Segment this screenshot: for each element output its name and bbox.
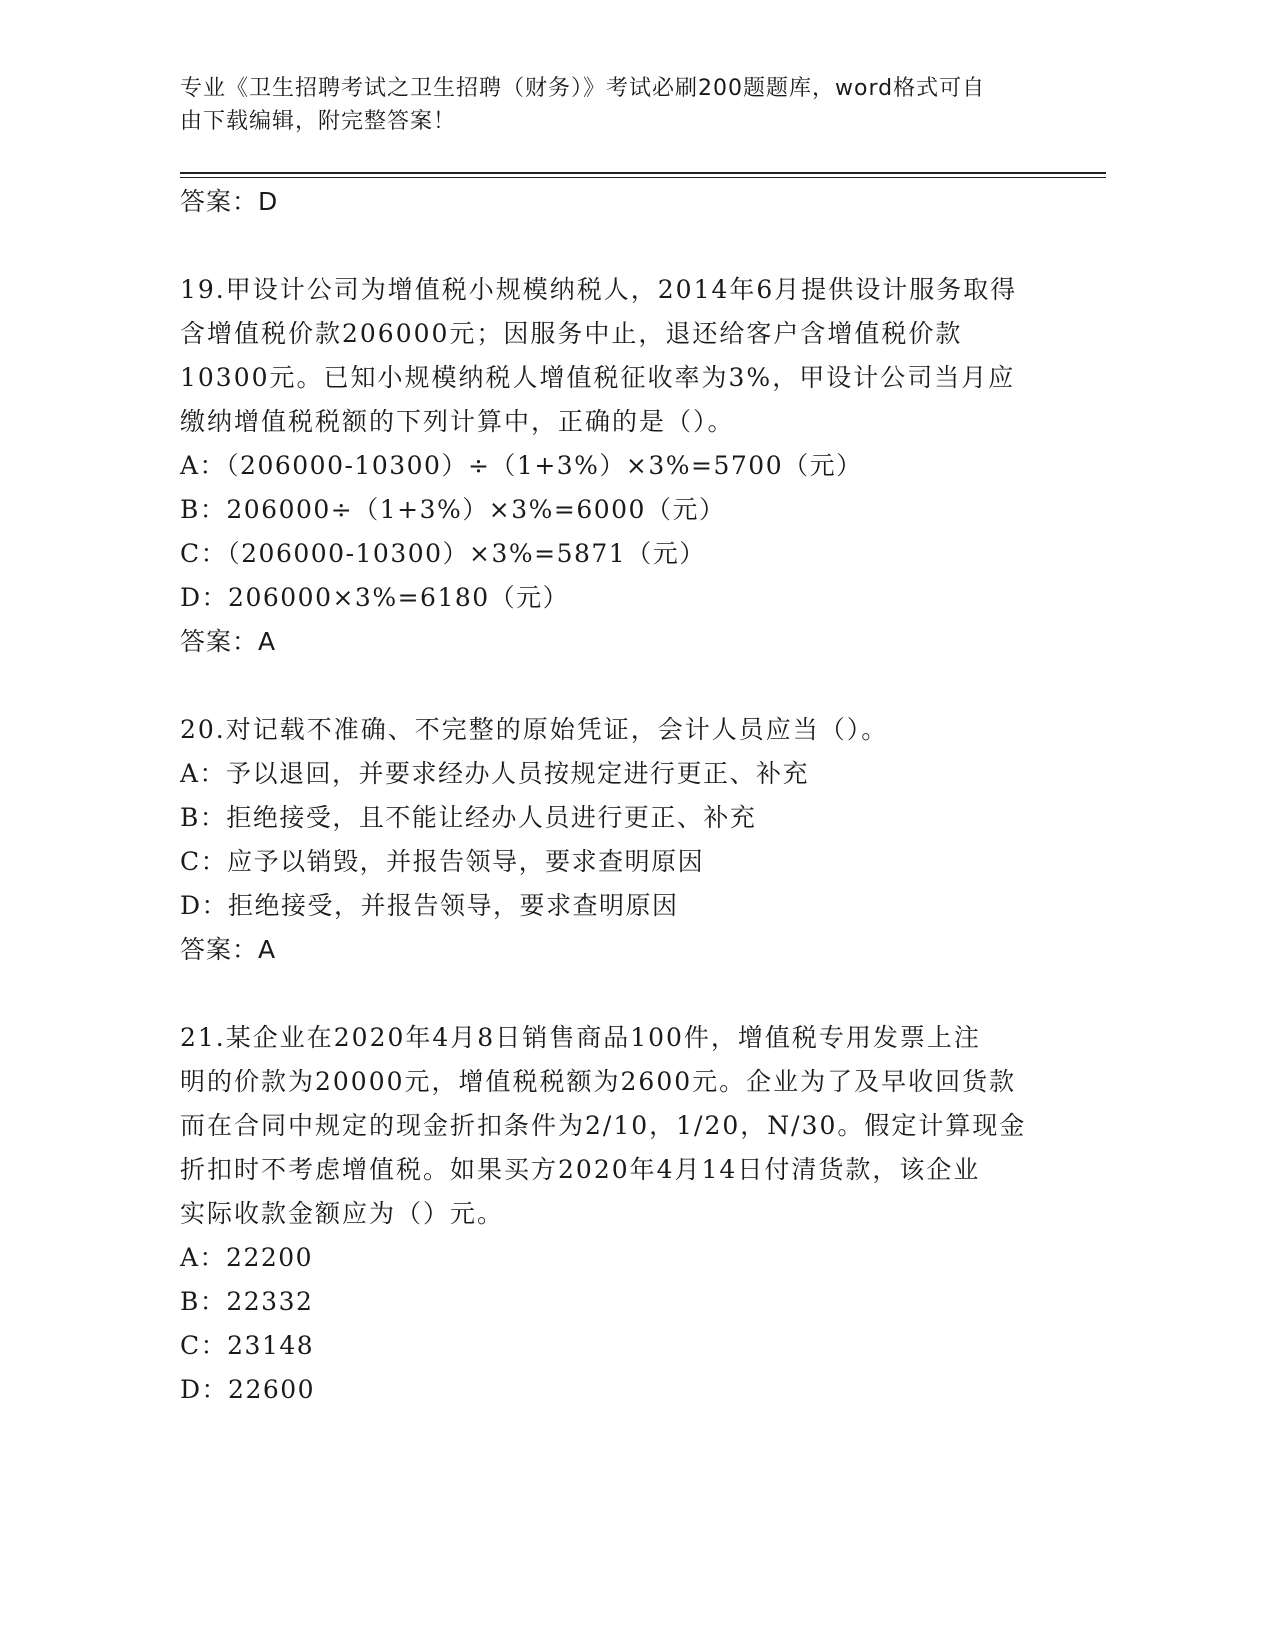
option-a: A：予以退回，并要求经办人员按规定进行更正、补充 — [180, 759, 810, 788]
question-19 — [180, 268, 1060, 664]
answer-20: 答案：A — [180, 935, 277, 964]
option-d: D：206000×3%=6180（元） — [180, 583, 570, 612]
question-stem-line: 含增值税价款206000元；因服务中止，退还给客户含增值税价款 — [180, 319, 963, 348]
spacer — [180, 972, 1060, 1016]
answer-19: 答案：A — [180, 627, 277, 656]
option-c: C：应予以销毁，并报告领导，要求查明原因 — [180, 847, 705, 876]
spacer — [180, 664, 1060, 708]
spacer — [180, 224, 1060, 268]
option-b: B：拒绝接受，且不能让经办人员进行更正、补充 — [180, 803, 757, 832]
document-header — [180, 72, 1060, 138]
question-stem-line: 折扣时不考虑增值税。如果买方2020年4月14日付清货款，该企业 — [180, 1155, 981, 1184]
header-line-2: 由下载编辑，附完整答案！ — [180, 109, 457, 134]
option-c: C：23148 — [180, 1331, 315, 1360]
question-stem-line: 21.某企业在2020年4月8日销售商品100件，增值税专用发票上注 — [180, 1023, 981, 1052]
question-stem-line: 缴纳增值税税额的下列计算中，正确的是（）。 — [180, 407, 735, 436]
question-stem-line: 19.甲设计公司为增值税小规模纳税人，2014年6月提供设计服务取得 — [180, 275, 1018, 304]
document-body — [180, 180, 1060, 1412]
question-stem-line: 明的价款为20000元，增值税税额为2600元。企业为了及早收回货款 — [180, 1067, 1017, 1096]
header-divider-thin — [180, 177, 1106, 178]
question-stem-line: 20.对记载不准确、不完整的原始凭证，会计人员应当（）。 — [180, 715, 889, 744]
header-divider-thick — [180, 172, 1106, 174]
question-stem-line: 10300元。已知小规模纳税人增值税征收率为3%，甲设计公司当月应 — [180, 363, 1016, 392]
answer-previous: 答案：D — [180, 187, 279, 216]
question-stem-line: 实际收款金额应为（）元。 — [180, 1199, 505, 1228]
question-stem-line: 而在合同中规定的现金折扣条件为2/10，1/20，N/30。假定计算现金 — [180, 1111, 1027, 1140]
option-d: D：拒绝接受，并报告领导，要求查明原因 — [180, 891, 679, 920]
header-line-1: 专业《卫生招聘考试之卫生招聘（财务）》考试必刷200题题库，word格式可自 — [180, 76, 986, 101]
option-c: C：（206000-10300）×3%=5871（元） — [180, 539, 706, 568]
option-d: D：22600 — [180, 1375, 316, 1404]
question-21 — [180, 1016, 1060, 1412]
option-a: A：（206000-10300）÷（1+3%）×3%=5700（元） — [180, 451, 863, 480]
option-b: B：22332 — [180, 1287, 314, 1316]
option-b: B：206000÷（1+3%）×3%=6000（元） — [180, 495, 726, 524]
option-a: A：22200 — [180, 1243, 314, 1272]
question-20 — [180, 708, 1060, 972]
